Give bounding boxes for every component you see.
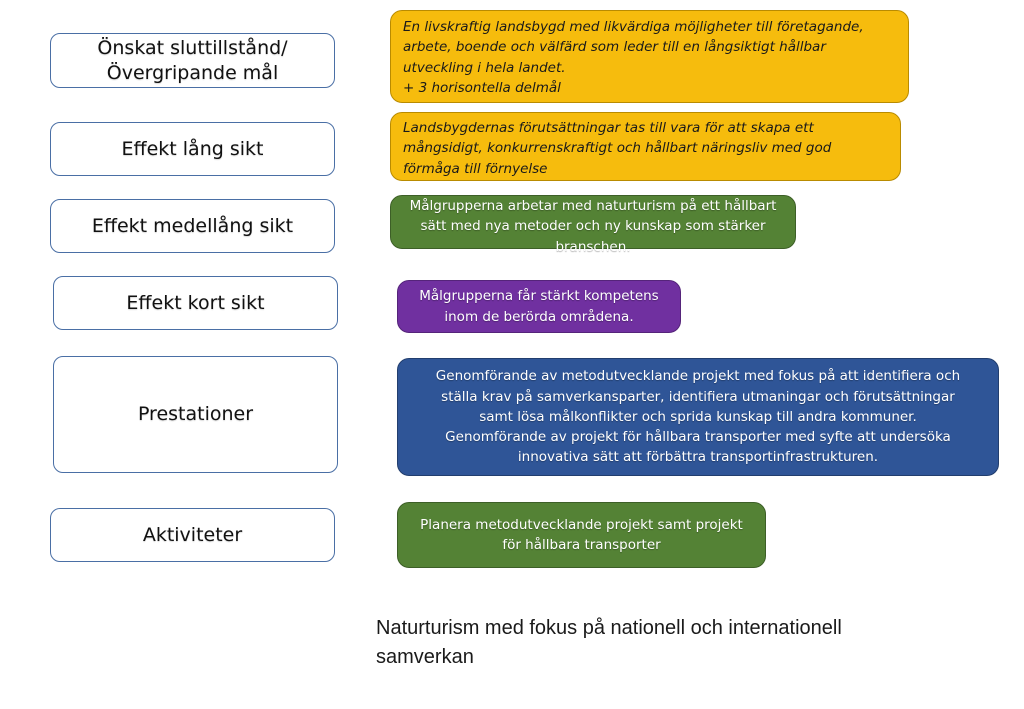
outputs-line: Genomförande av metodutvecklande projekt med fokus på att identifiera och [435, 368, 961, 385]
long-term-effect-box [390, 112, 901, 181]
goal-line: En livskraftig landsbygd med likvärdiga möjligheter till företagande, [403, 19, 864, 35]
goal-line: + 3 horisontella delmål [403, 79, 561, 96]
goal-description-box [390, 10, 909, 103]
level-label-short-term: Effekt kort sikt [53, 276, 338, 330]
activities-line: för hållbara transporter [502, 537, 661, 553]
short-term-line: Målgrupperna får stärkt kompetens [419, 288, 659, 305]
long-term-line: förmåga till förnyelse [403, 160, 548, 177]
diagram-caption: Naturturism med fokus på nationell och internationell samverkan [376, 617, 842, 668]
outputs-line: samt lösa målkonflikter och sprida kunskap till andra kommuner. [479, 408, 917, 425]
long-term-line: mångsidigt, konkurrenskraftigt och hållbart näringsliv med god [403, 140, 832, 157]
medium-term-line: Målgrupperna arbetar med naturturism på ett hållbart [409, 198, 777, 214]
long-term-line: Landsbygdernas förutsättningar tas till vara för att skapa ett [403, 120, 814, 136]
activities-box [397, 502, 766, 568]
goal-line: utveckling i hela landet. [403, 59, 566, 76]
goal-line: arbete, boende och välfärd som leder till en långsiktigt hållbar [403, 39, 826, 56]
activities-line: Planera metodutvecklande projekt samt projekt [420, 516, 743, 533]
medium-term-effect-box [390, 195, 796, 255]
outputs-line: ställa krav på samverkansparter, identifiera utmaningar och förutsättningar [441, 388, 955, 405]
medium-term-line: branschen. [555, 238, 631, 255]
level-label-long-term: Effekt lång sikt [50, 122, 335, 176]
outputs-line: innovativa sätt att förbättra transportinfrastrukturen. [517, 449, 879, 466]
level-label-outputs: Prestationer [53, 356, 338, 473]
level-label-medium-term: Effekt medellång sikt [50, 199, 335, 253]
outputs-box [397, 358, 999, 476]
medium-term-line: sätt med nya metoder och ny kunskap som stärker [420, 218, 766, 235]
level-label-activities: Aktiviteter [50, 508, 335, 562]
outputs-line: Genomförande av projekt för hållbara transporter med syfte att undersöka [445, 429, 951, 446]
short-term-effect-box [397, 280, 681, 333]
short-term-line: inom de berörda områdena. [444, 308, 634, 325]
level-label-goal: Önskat sluttillstånd/ Övergripande mål [50, 33, 335, 88]
